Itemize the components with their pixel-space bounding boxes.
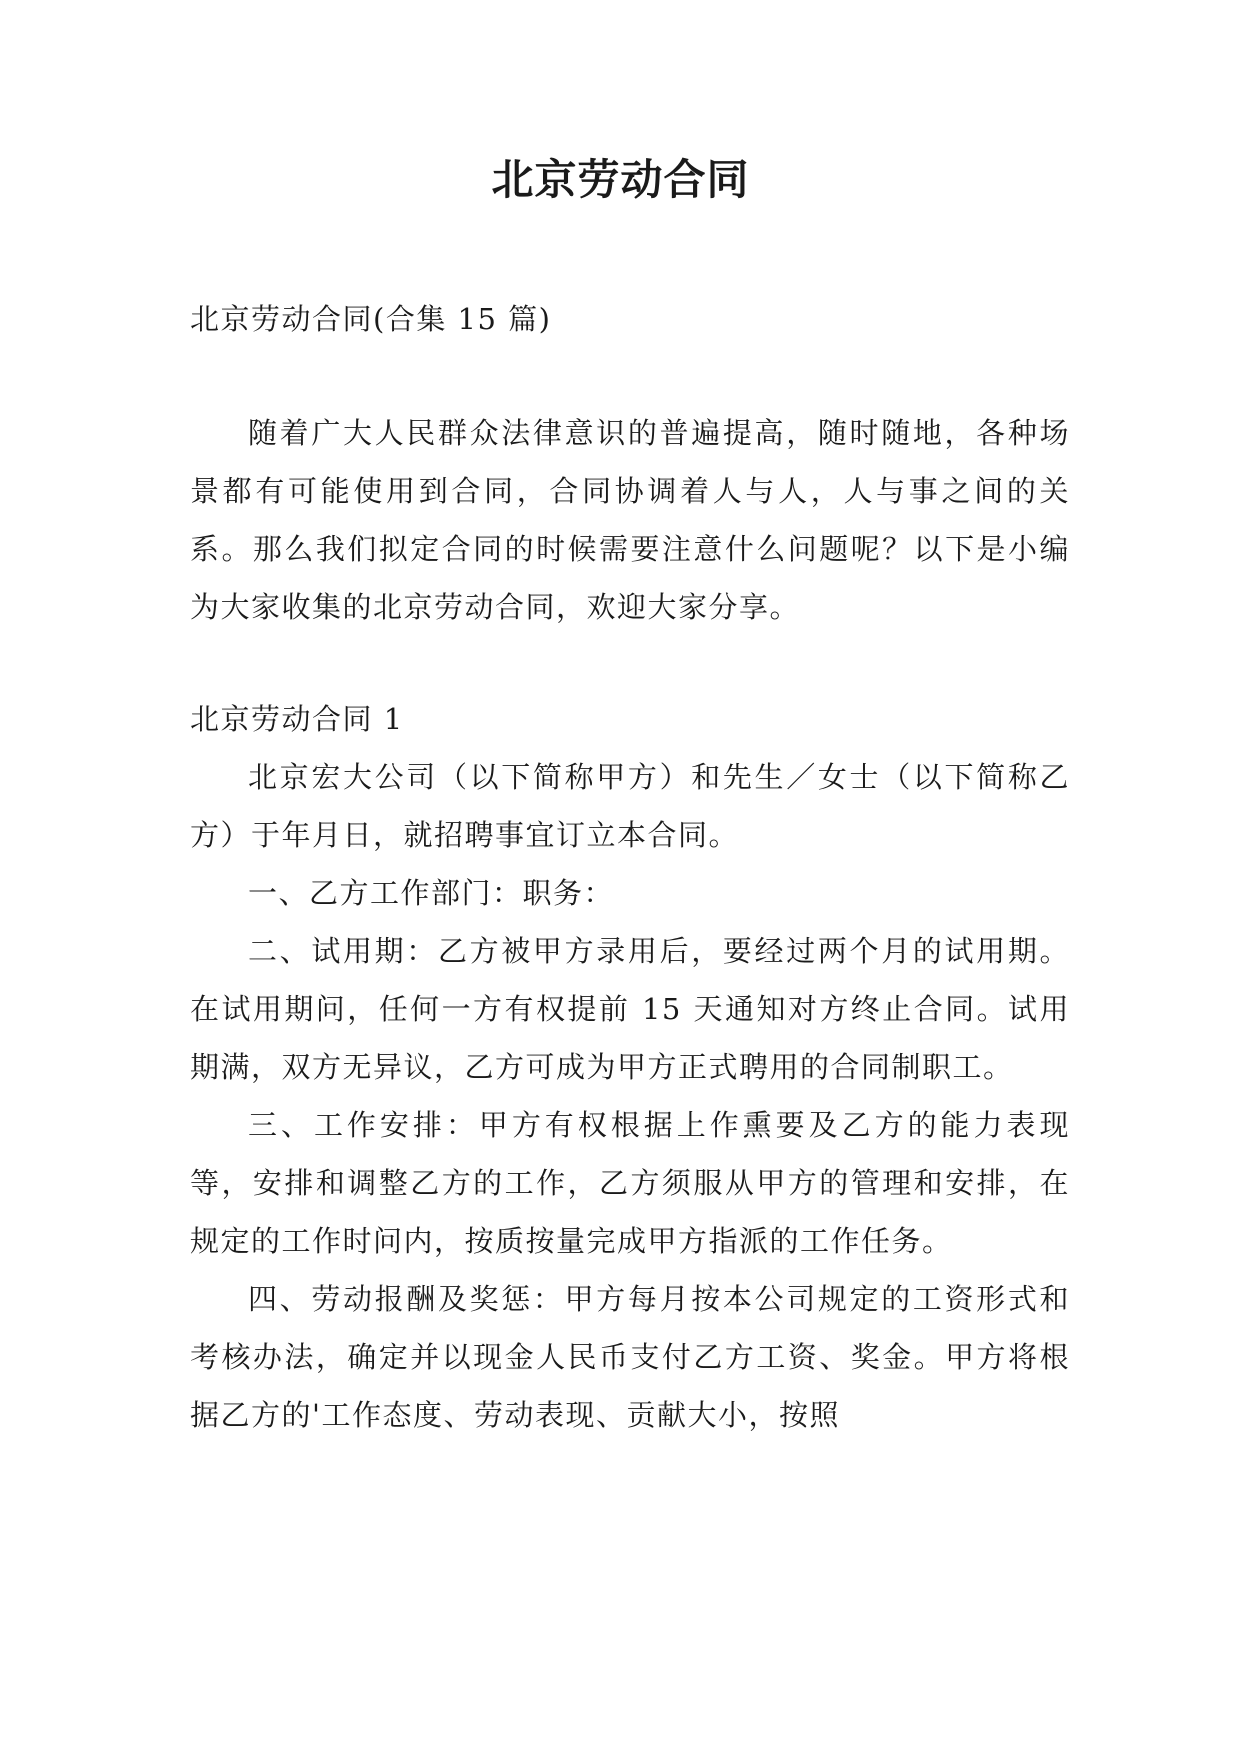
contract-paragraph-department: 一、乙方工作部门：职务： xyxy=(248,876,615,910)
document-subtitle: 北京劳动合同(合集 15 篇) xyxy=(190,302,552,336)
document-body xyxy=(190,290,1070,1444)
contract-paragraph-remuneration: 四、劳动报酬及奖惩：甲方每月按本公司规定的工资形式和考核办法，确定并以现金人民币支付乙方工资、奖金。甲方将根据乙方的'工作态度、劳动表现、贡献大小，按照 xyxy=(190,1282,1070,1432)
contract-paragraph-probation: 二、试用期：乙方被甲方录用后，要经过两个月的试用期。在试用期问，任何一方有权提前 15 天通知对方终止合同。试用期满，双方无异议，乙方可成为甲方正式聘用的合同制职工。 xyxy=(190,934,1070,1084)
contract-paragraph-work-arrangement: 三、工作安排：甲方有权根据上作熏要及乙方的能力表现等，安排和调整乙方的工作，乙方须服从甲方的管理和安排，在规定的工作时问内，按质按量完成甲方指派的工作任务。 xyxy=(190,1108,1070,1258)
section-heading: 北京劳动合同 1 xyxy=(190,702,404,736)
intro-paragraph: 随着广大人民群众法律意识的普遍提高，随时随地，各种场景都有可能使用到合同，合同协调着人与人，人与事之间的关系。那么我们拟定合同的时候需要注意什么问题呢？以下是小编为大家收集的北京劳动合同，欢迎大家分享。 xyxy=(190,416,1070,624)
contract-paragraph-parties: 北京宏大公司（以下简称甲方）和先生／女士（以下简称乙方）于年月日，就招聘事宜订立本合同。 xyxy=(190,760,1070,852)
document-title: 北京劳动合同 xyxy=(491,155,750,204)
